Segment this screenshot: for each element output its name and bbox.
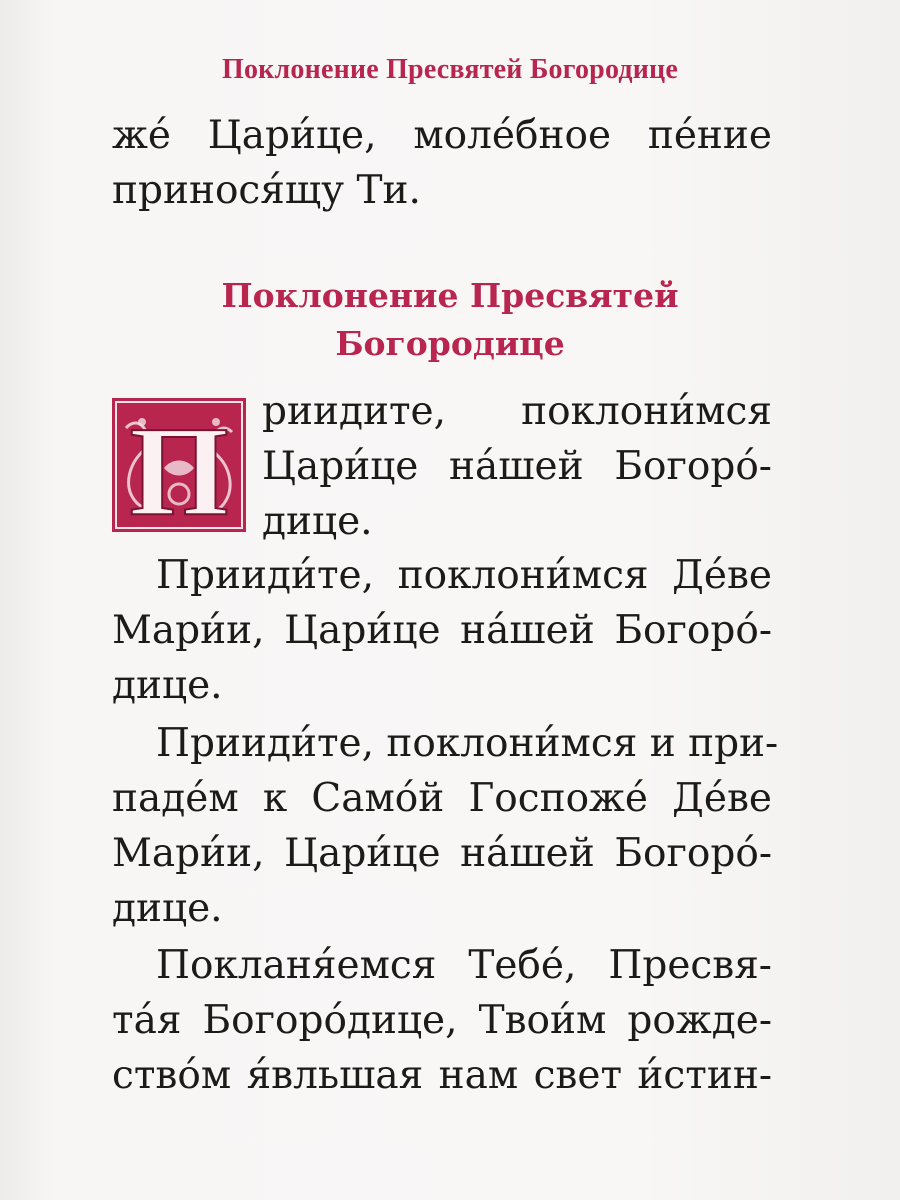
text-line: Мари́и, Цари́це на́шей Богоро́- <box>112 608 772 653</box>
paragraph-3 <box>112 716 779 936</box>
text-line: дице. <box>112 886 223 931</box>
text-line: Цари́це на́шей Богоро́- <box>262 444 772 489</box>
text-line: риидите, поклони́мся <box>262 389 772 434</box>
text-line: дице. <box>262 499 373 544</box>
text-line: Прииди́те, поклони́мся и при- <box>156 721 779 766</box>
paragraph-4 <box>112 938 772 1103</box>
first-paragraph <box>262 384 772 549</box>
text-line: дице. <box>112 663 223 708</box>
running-header: Поклонение Пресвятей Богородице <box>222 54 678 85</box>
paragraph-2 <box>112 548 772 713</box>
text-line: Прииди́те, поклони́мся Де́ве <box>156 553 772 598</box>
text-line: ство́м я́вльшая нам свет и́стин- <box>112 1053 772 1098</box>
section-title <box>0 272 900 368</box>
text-line: Покланя́емся Тебе́, Пресвя- <box>156 943 772 988</box>
continuation-paragraph <box>112 108 772 218</box>
drop-cap-letter: П <box>129 400 229 532</box>
text-line: Мари́и, Цари́це на́шей Богоро́- <box>112 831 772 876</box>
section-title-line: Богородице <box>335 324 565 363</box>
text-line: паде́м к Само́й Госпоже́ Де́ве <box>112 776 772 821</box>
text-line: та́я Богоро́дице, Твои́м рожде- <box>112 998 772 1043</box>
drop-cap-initial <box>112 398 246 532</box>
text-line: принося́щу Ти. <box>112 168 421 213</box>
text-line: же́ Цари́це, моле́бное пе́ние <box>112 113 772 158</box>
section-title-line: Поклонение Пресвятей <box>221 276 679 315</box>
